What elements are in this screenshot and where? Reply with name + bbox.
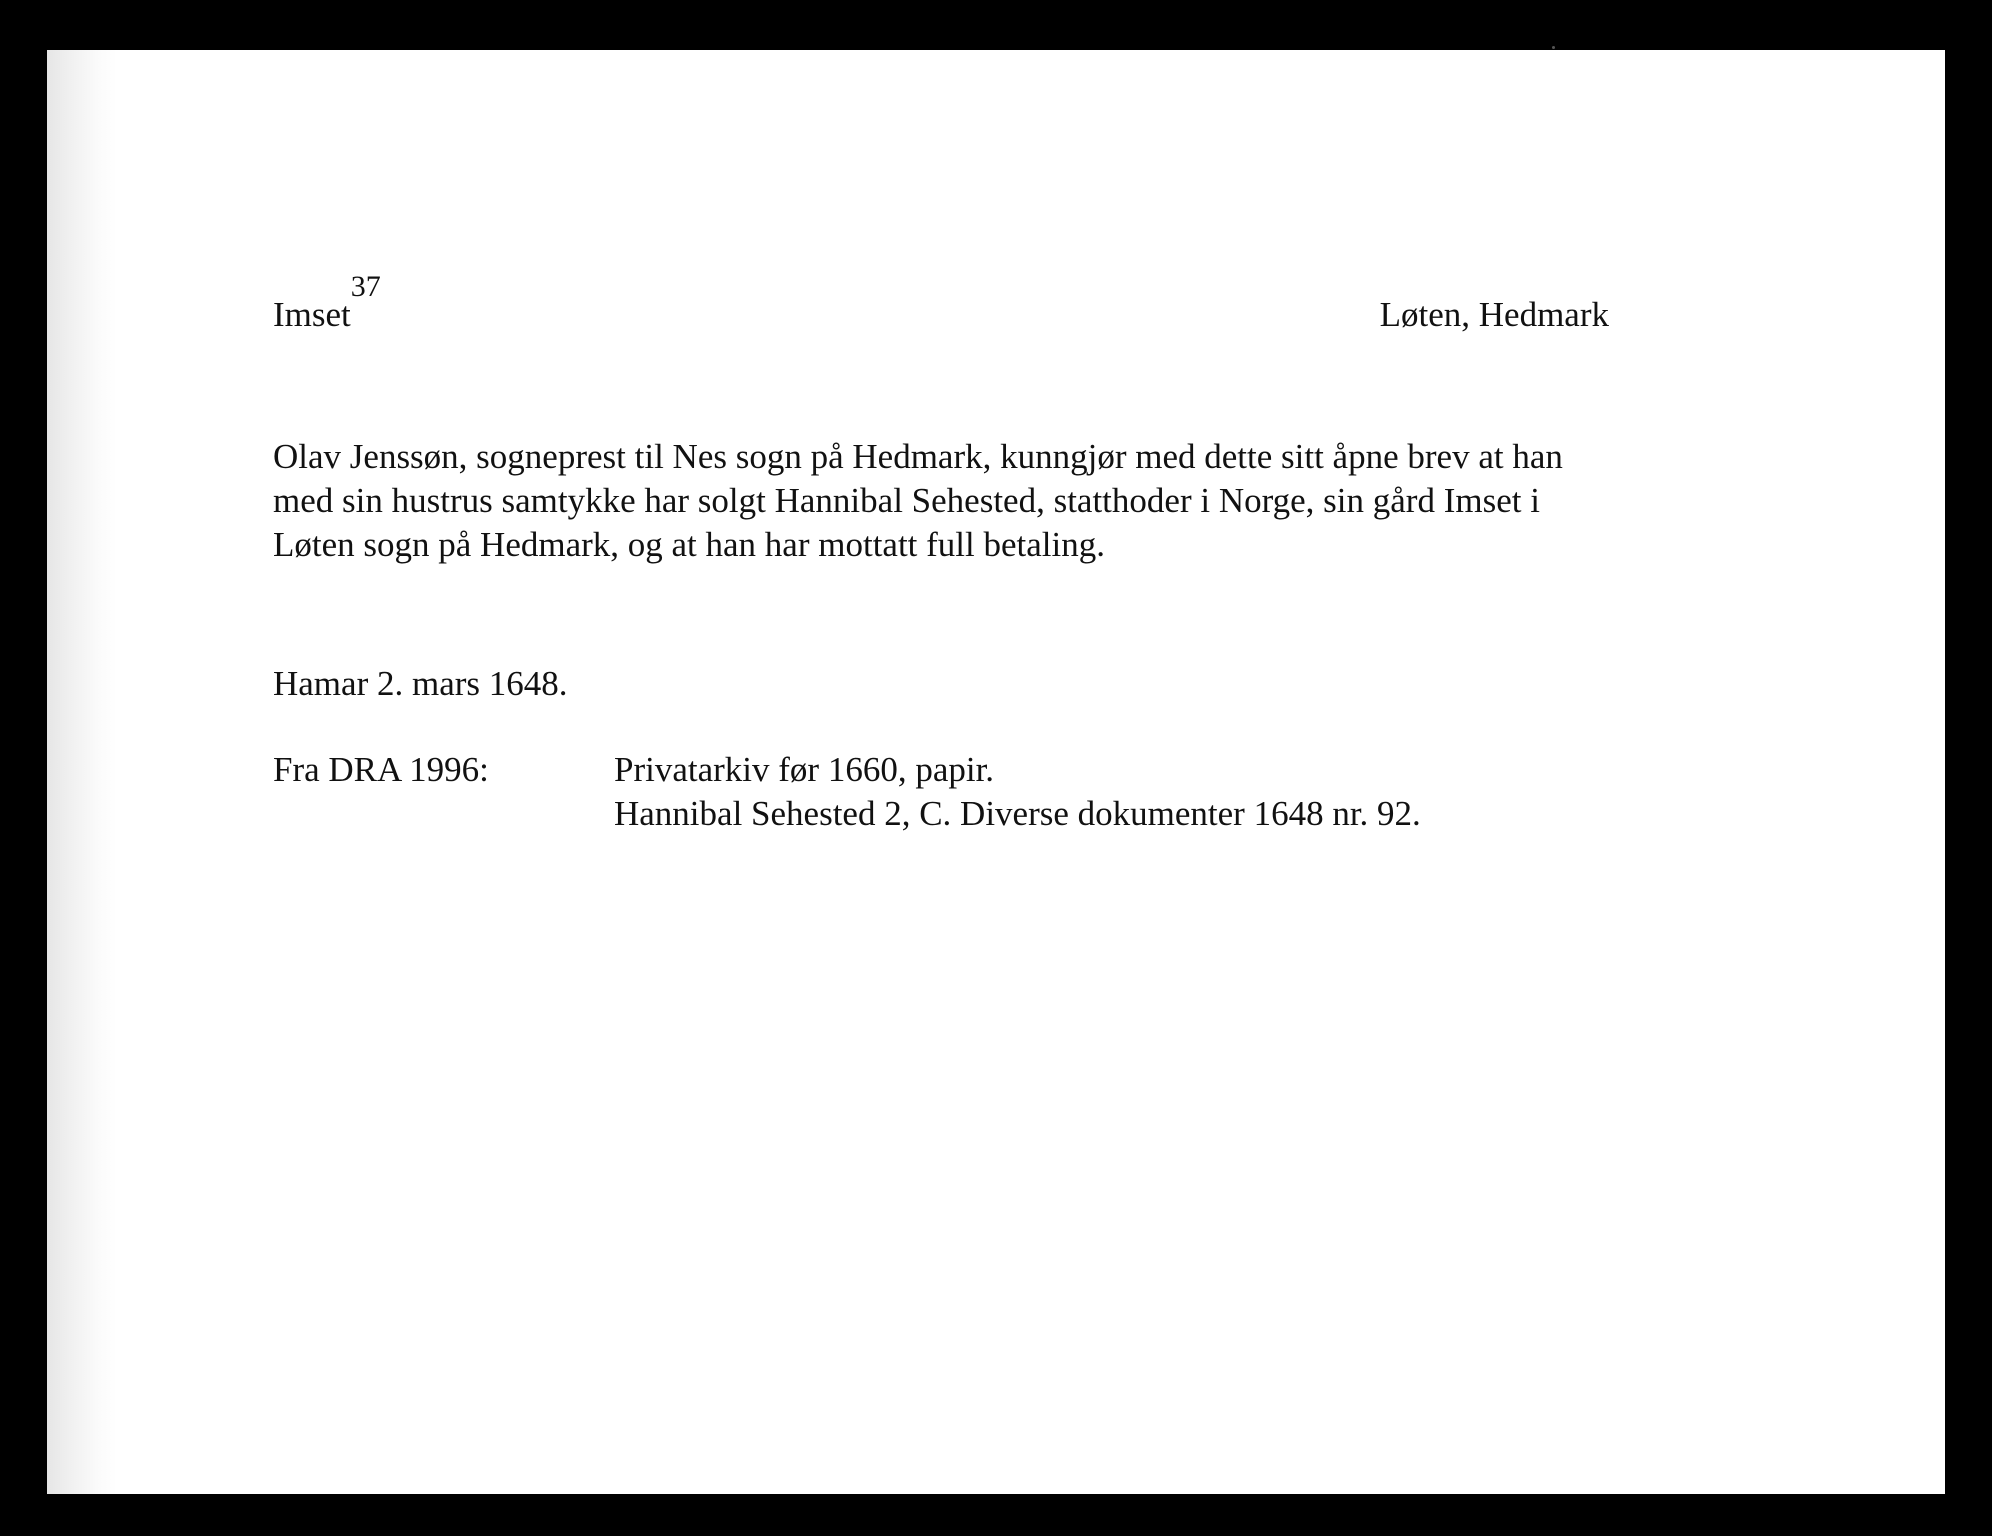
body-line: Løten sogn på Hedmark, og at han har mottatt full betaling.	[273, 525, 1106, 564]
document-title	[273, 270, 381, 337]
document-place: Løten, Hedmark	[1379, 295, 1609, 334]
source-label: Fra DRA 1996:	[273, 750, 489, 789]
title-text: Imset	[273, 295, 351, 334]
source-reference	[614, 748, 1421, 836]
source-line: Privatarkiv før 1660, papir.	[614, 750, 995, 789]
document-date: Hamar 2. mars 1648.	[273, 664, 568, 703]
paper-page	[47, 50, 1945, 1494]
source-line: Hannibal Sehested 2, C. Diverse dokumenter 1648 nr. 92.	[614, 794, 1421, 833]
body-line: med sin hustrus samtykke har solgt Hannibal Sehested, statthoder i Norge, sin gård Imset i	[273, 481, 1540, 520]
document-body	[273, 435, 1713, 567]
body-line: Olav Jenssøn, sogneprest til Nes sogn på Hedmark, kunngjør med dette sitt åpne brev at han	[273, 437, 1563, 476]
footnote-reference: 37	[350, 270, 381, 303]
scan-speck	[1552, 46, 1555, 49]
